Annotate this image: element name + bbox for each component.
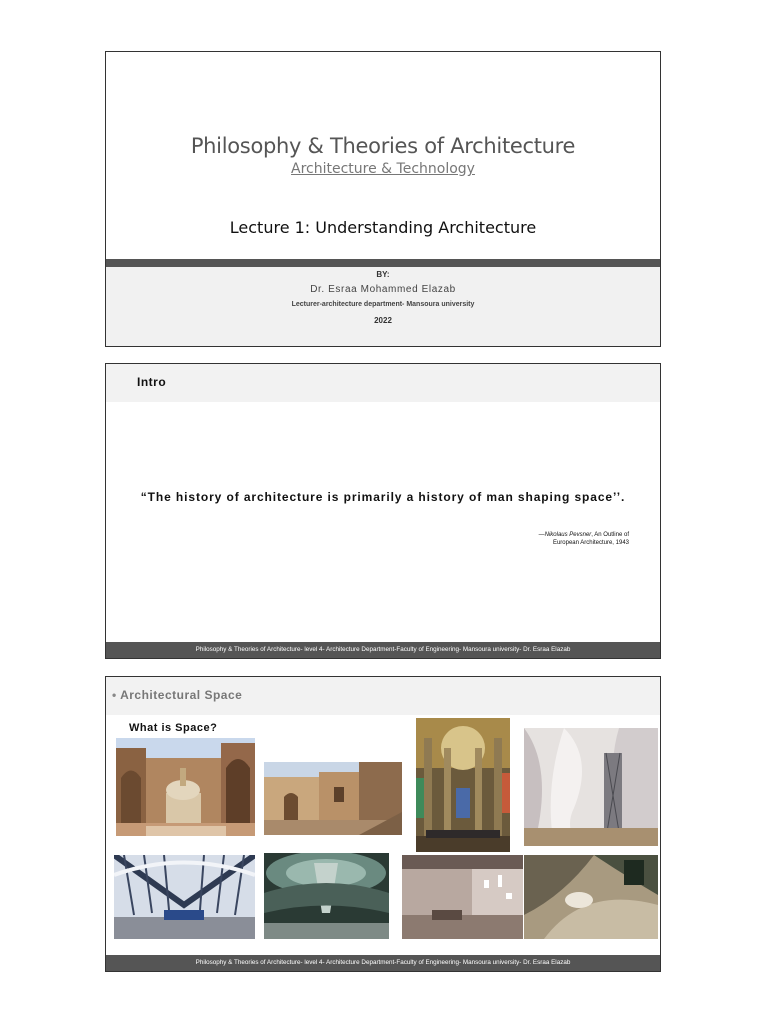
quote-citation — [489, 531, 629, 547]
cite-author: Nikolaus Pevsner — [544, 532, 592, 538]
intro-slide — [105, 363, 661, 659]
photo-mosque-courtyard — [116, 738, 255, 836]
cite-prefix: — — [538, 532, 545, 538]
quote-text: “The history of architecture is primarily a history of man shaping space’’. — [140, 490, 626, 504]
architectural-space-slide — [105, 676, 661, 972]
cite-rest: , An Outline of — [591, 532, 629, 538]
title-slide — [105, 51, 661, 347]
photo-minimal-interior — [402, 855, 523, 939]
photo-curved-atrium — [524, 728, 658, 846]
author-position: Lecturer-architecture department- Mansoura university — [291, 301, 475, 308]
photo-cathedral-columns — [416, 718, 510, 852]
photo-stone-courtyard — [264, 762, 402, 835]
by-label: BY: — [376, 270, 390, 279]
year: 2022 — [374, 316, 392, 325]
slide-footer: Philosophy & Theories of Architecture- level 4- Architecture Department-Faculty of Engineering- Mansoura university- Dr. Esraa Elazab — [106, 955, 660, 971]
lecture-title: Lecture 1: Understanding Architecture — [229, 218, 537, 237]
presentation-subtitle[interactable]: Architecture & Technology — [291, 161, 475, 177]
section-label: Architectural Space — [120, 688, 243, 702]
photo-curved-ceiling — [524, 855, 658, 939]
photo-glass-dome-interior — [264, 853, 389, 939]
author-name: Dr. Esraa Mohammed Elazab — [310, 284, 456, 295]
slide-footer: Philosophy & Theories of Architecture- level 4- Architecture Department-Faculty of Engineering- Mansoura university- Dr. Esraa Elazab — [106, 642, 660, 658]
photo-steel-arch-hall — [114, 855, 255, 939]
cite-line2: European Architecture, 1943 — [552, 540, 629, 546]
presentation-title: Philosophy & Theories of Architecture — [190, 134, 576, 158]
slide-header — [106, 364, 660, 402]
slide-title — [112, 688, 242, 702]
divider-bar — [106, 259, 660, 267]
question-heading: What is Space? — [129, 722, 218, 734]
slide-title: Intro — [137, 375, 167, 389]
bullet-icon: • — [112, 688, 117, 702]
